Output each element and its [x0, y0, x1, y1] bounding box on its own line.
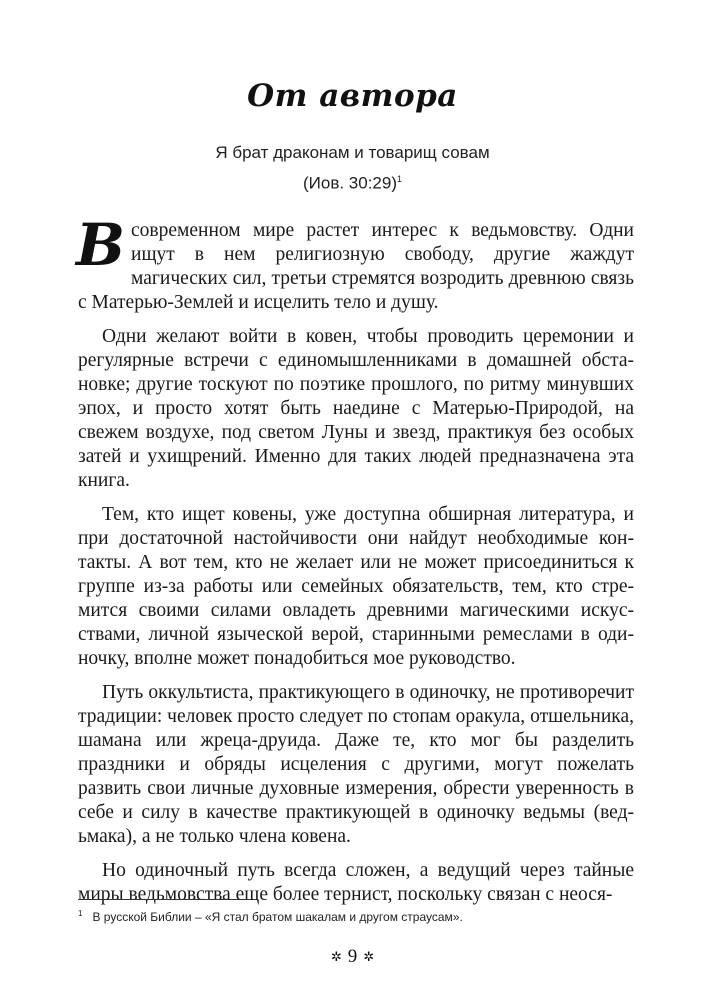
footnote-reference: 1 [397, 174, 403, 184]
body-text [76, 211, 634, 917]
footnote [78, 906, 634, 925]
footnote-divider [78, 899, 248, 900]
paragraph-2: Одни желают войти в ковен, чтобы проводить церемонии и регулярные встречи с единомышленниками в домашней обстановке; другие тоскуют по поэтике прошлого, по ритму минувших эпох, и просто хотят быть наедине с Матерью-Природой, на свежем воздухе, под светом Луны и звезд, практикуя без особых затей и ухищрений. Именно для таких людей предназначена эта книга. [78, 326, 634, 491]
paragraph-3: Тем, кто ищет ковены, уже доступна обширная литература, и при достаточной настойчивости они найдут необходимые контакты. А вот тем, кто не желает или не может присоединиться к группе из-за работы или семейных обязательств, тем, кто стремится своими силами овладеть древними магическими искусствами, личной языческой верой, старинными ремеслами в одиночку, вполне может понадобиться мое руководство. [78, 504, 634, 669]
chapter-title: От автора [247, 78, 458, 114]
epigraph-text: Я брат драконам и товарищ совам [215, 143, 490, 162]
ornament-star-icon: ✲ [330, 949, 342, 964]
epigraph-source-line [0, 166, 705, 197]
paragraph-1 [76, 211, 634, 315]
epigraph [0, 140, 705, 197]
paragraph-1-text: современном мире растет интерес к ведьмовству. Одни ищут в нем религиозную свободу, другие жаждут магических сил, третьи стремятся возродить древнюю связь с Матерью-Землей и исцелить тело и душу. [78, 220, 634, 313]
page-number: 9 [347, 946, 358, 967]
drop-cap: В [76, 211, 126, 279]
epigraph-source: (Иов. 30:29) [302, 173, 397, 193]
paragraph-5: Но одиночный путь всегда сложен, а ведущий через тайные миры ведьмовства еще более тернист, поскольку связан с неося- [78, 860, 634, 905]
footnote-mark: 1 [78, 909, 83, 918]
page-number-block [0, 946, 705, 968]
ornament-star-icon: ✲ [363, 949, 375, 964]
footnote-text: В русской Библии – «Я стал братом шакалам и другом страусам». [92, 910, 463, 924]
paragraph-4: Путь оккультиста, практикующего в одиночку, не противоречит традиции: человек просто следует по стопам оракула, отшельника, шамана или жреца-друида. Даже те, кто мог бы разделить праздники и обряды исцеления с другими, могут пожелать развить свои личные духовные измерения, обрести уверенность в себе и силу в качестве практикующей в одиночку ведьмы (ведьмака), а не только члена ковена. [78, 682, 634, 847]
